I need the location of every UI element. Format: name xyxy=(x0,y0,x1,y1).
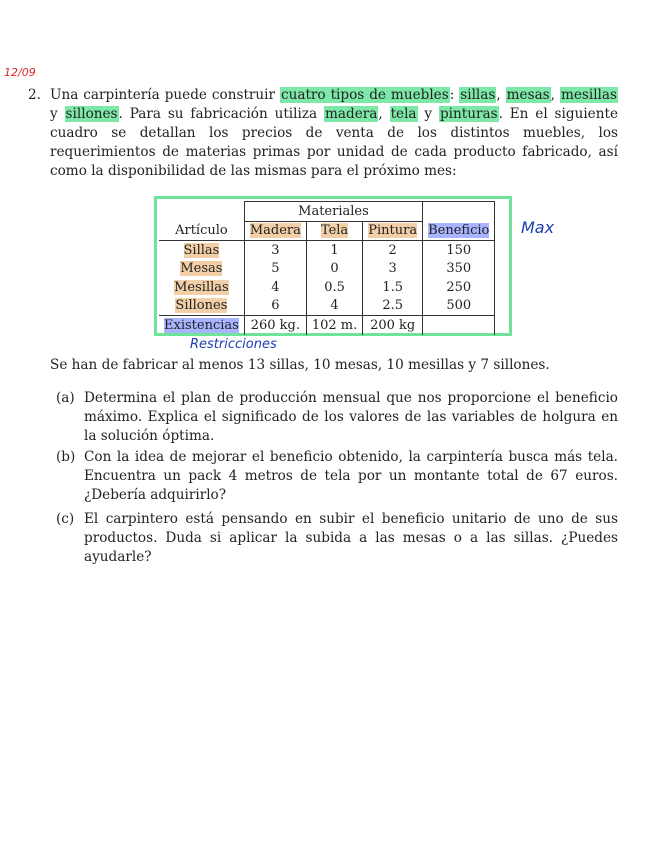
highlight-mesas: mesas xyxy=(506,87,550,103)
col-beneficio: Beneficio xyxy=(423,221,495,241)
table-row: Sillas 3 1 2 150 xyxy=(159,241,495,260)
table-row: Sillones 6 4 2.5 500 xyxy=(159,297,495,316)
intro-text: , xyxy=(496,87,506,103)
handwritten-date: 12/09 xyxy=(4,66,36,79)
problem-number: 2. xyxy=(28,87,41,103)
intro-text: Una carpintería puede construir xyxy=(50,87,280,103)
intro-text: . Para su fabricación utiliza xyxy=(118,106,324,122)
question-a xyxy=(50,389,618,446)
intro-text: . En el siguiente cuadro se detallan los precios de venta de los distintos muebles, los requerimientos de materias primas por unidad de cada producto fabricado, así como la disponibilidad de las mismas para el próximo mes: xyxy=(50,106,618,179)
col-pintura: Pintura xyxy=(363,221,423,241)
materiales-header: Materiales xyxy=(244,202,422,222)
question-label: (c) xyxy=(56,511,75,527)
highlight-mesillas: mesillas xyxy=(560,87,617,103)
question-b xyxy=(50,448,618,505)
existencias-row: Existencias 260 kg. 102 m. 200 kg xyxy=(159,316,495,335)
question-label: (b) xyxy=(56,449,76,465)
intro-text: : xyxy=(449,87,460,103)
highlight-tela: tela xyxy=(390,106,417,122)
question-c xyxy=(50,510,618,567)
table-row: Mesas 5 0 3 350 xyxy=(159,260,495,279)
data-table-frame xyxy=(154,196,512,336)
highlight-madera: madera xyxy=(325,106,378,122)
question-label: (a) xyxy=(56,390,75,406)
intro-text: , xyxy=(378,106,390,122)
intro-text: y xyxy=(417,106,439,122)
col-articulo: Artículo xyxy=(159,221,244,241)
data-table xyxy=(159,201,495,335)
col-tela: Tela xyxy=(306,221,362,241)
handwritten-restricciones-note: Restricciones xyxy=(190,337,277,352)
highlight-cuatro-tipos: cuatro tipos de muebles xyxy=(281,87,449,103)
col-madera: Madera xyxy=(244,221,306,241)
highlight-pinturas: pinturas xyxy=(439,106,498,122)
question-text: Determina el plan de producción mensual que nos proporcione el beneficio máximo. Explica el significado de los valores de las variables de holgura en la solución óptima. xyxy=(84,390,618,444)
handwritten-max-note: Max xyxy=(521,218,555,237)
highlight-sillones: sillones xyxy=(65,106,118,122)
existencias-label: Existencias xyxy=(164,317,239,333)
question-text: El carpintero está pensando en subir el beneficio unitario de uno de sus productos. Duda si aplicar la subida a las mesas o a las sillas. ¿Puedes ayudarle? xyxy=(84,511,618,565)
highlight-sillas: sillas xyxy=(460,87,496,103)
table-row: Mesillas 4 0.5 1.5 250 xyxy=(159,278,495,297)
minimums-line: Se han de fabricar al menos 13 sillas, 10 mesas, 10 mesillas y 7 sillones. xyxy=(50,357,550,373)
question-text: Con la idea de mejorar el beneficio obtenido, la carpintería busca más tela. Encuentra un pack 4 metros de tela por un montante total de 67 euros. ¿Debería adquirirlo? xyxy=(84,449,618,503)
intro-text: y xyxy=(50,106,65,122)
problem-statement xyxy=(28,86,618,181)
intro-text: , xyxy=(550,87,560,103)
